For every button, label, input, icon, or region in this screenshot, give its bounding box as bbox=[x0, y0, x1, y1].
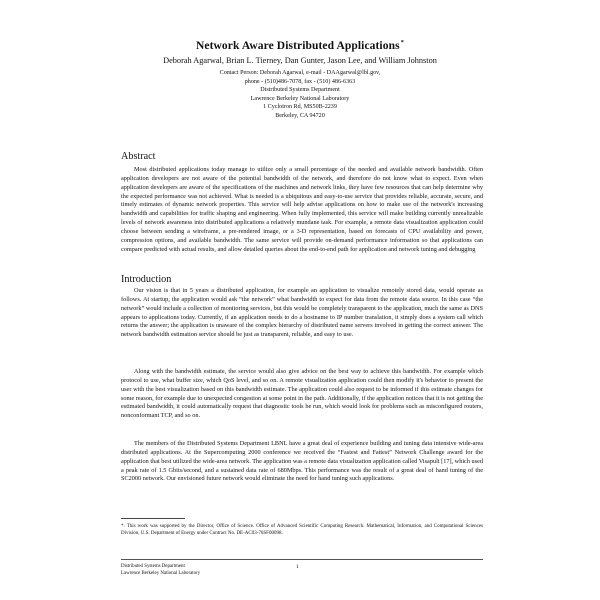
intro-paragraph: Our vision is that in 5 years a distributed application, for example an application to visualize remotely stored data, would operate as follows. At startup, the application would ask “the network” what bandwidth to expect for data from the remote data source. In this case “the network” would include a collection of monitoring services, but this would be completely transparent to the application, much the same as DNS appears to applications today. Currently, if an application needs to do a hostname to IP number translation, it simply does a system call which returns the answer; the application is unaware of the complex hierarchy of distributed name servers involved in getting the correct answer. The network bandwidth estimation service should be just as transparent, reliable, and easy to use. bbox=[121, 287, 483, 339]
contact-line: phone - (510)486-7078, fax - (510) 486-6363 bbox=[244, 78, 356, 85]
abstract-heading: Abstract bbox=[121, 151, 156, 162]
abstract-paragraph: Most distributed applications today manage to utilize only a small percentage of the needed and available network bandwidth. Often application developers are not aware of the potential bandwidth of the network, and therefore do not know what to expect. Even when application developers are aware of the specifications of the machines and network links, they have few resources that can help determine why the expected performance was not achieved. What is needed is a ubiquitous and easy-to-use service that provides reliable, accurate, secure, and timely estimates of dynamic network properties. This service will help advise applications on how to make use of the network's increasing bandwidth and capabilities for traffic shaping and engineering. When fully implemented, this service will make building currently unrealizable levels of network awareness into distributed applications a relatively mundane task. For example, a remote data visualization application could choose between sending a wireframe, a pre-rendered image, or a 3-D representation, based on forecasts of CPU availability and power, compression options, and available bandwidth. The same service will provide on-demand performance information so that applications can compare predicted with actual results, and allow detailed queries about the end-to-end path for application and network tuning and debugging bbox=[121, 166, 483, 253]
intro-paragraph: The members of the Distributed Systems Department LBNL have a great deal of experience building and tuning data intensive wide-area distributed applications. At the Supercomputing 2000 conference we received the “Fastest and Fattest” Network Challenge award for the application that best utilized the wide-area network. The application was a remote data visualization application called Visapult [17], which used a peak rate of 1.5 Gbits/second, and a sustained data rate of 680Mbps. This performance was the result of a great deal of hand tuning of the SC2000 network. Our envisioned future network would eliminate the need for hand tuning such applications. bbox=[121, 440, 483, 483]
title-footnote-mark: * bbox=[400, 39, 405, 46]
footnote-divider bbox=[121, 518, 185, 519]
introduction-heading: Introduction bbox=[121, 274, 172, 285]
contact-line: Berkeley, CA 94720 bbox=[275, 112, 325, 119]
footer-line: Lawrence Berkeley National Laboratory bbox=[121, 571, 201, 577]
page-number: 1 bbox=[296, 564, 299, 570]
footer-divider bbox=[121, 559, 483, 560]
page-footer bbox=[121, 563, 200, 577]
contact-line: Lawrence Berkeley National Laboratory bbox=[250, 95, 350, 102]
paper-title bbox=[0, 39, 600, 52]
footnote: *. This work was supported by the Director, Office of Science. Office of Advanced Scientific Computing Research. Mathematical, Information, and Computational Sciences Division, U.S. Department of Energy under Contract No. DE-AC03-76SF00098. bbox=[121, 524, 483, 537]
paper-title-text: Network Aware Distributed Applications bbox=[195, 39, 400, 52]
contact-block bbox=[0, 69, 600, 121]
contact-line: Distributed Systems Department bbox=[260, 87, 340, 94]
footer-line: Distributed Systems Department bbox=[121, 564, 185, 569]
contact-line: 1 Cyclotron Rd, MS50B-2239 bbox=[263, 104, 337, 111]
contact-line: Contact Person: Deborah Agarwal, e-mail - DAAgarwal@lbl.gov, bbox=[219, 70, 381, 76]
author-list: Deborah Agarwal, Brian L. Tierney, Dan Gunter, Jason Lee, and William Johnston bbox=[163, 56, 437, 65]
intro-paragraph: Along with the bandwidth estimate, the service would also give advice on the best way to achieve this bandwidth. For example which protocol to use, what buffer size, which QoS level, and so on. A remote visualization application could then modify it's behavior to present the user with the best visualization based on this bandwidth estimate. The application could also request to be informed if this estimate changes for some reason, for example due to unexpected congestion at some point in the path. Additionally, if the application notices that it is not getting the estimated bandwidth, it could automatically request that diagnostic tools be run, which would look for problems such as misconfigured routers, nonconformant TCP, and so on. bbox=[121, 368, 483, 420]
